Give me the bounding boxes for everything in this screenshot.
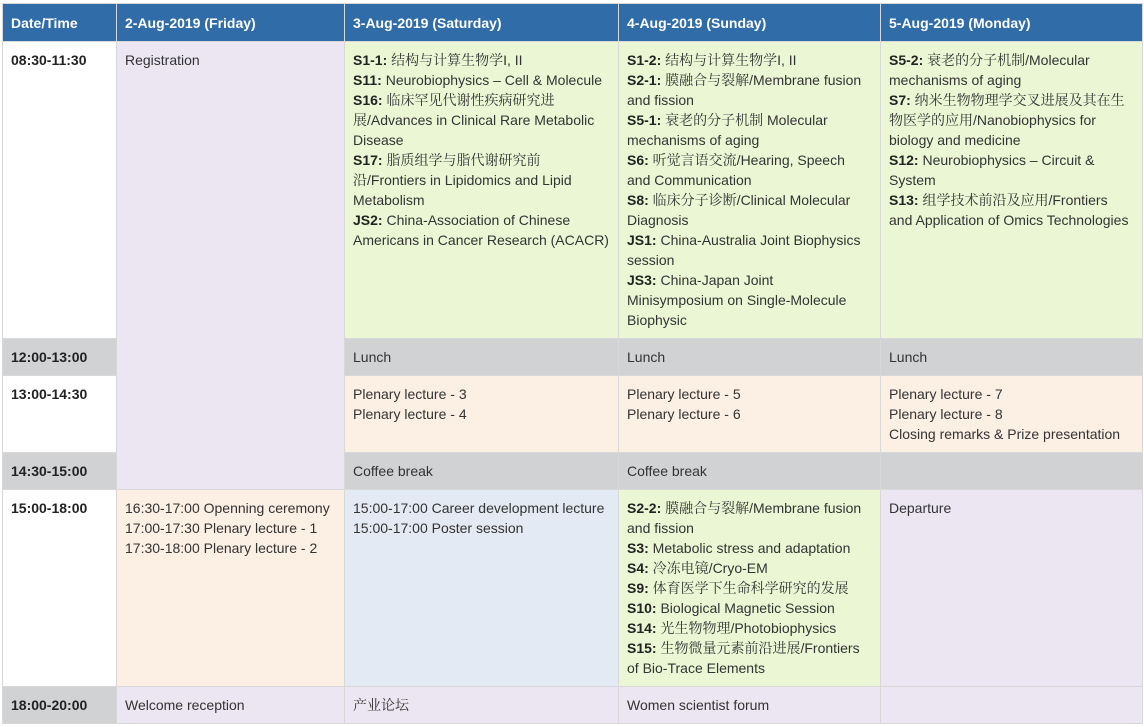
list-item: Plenary lecture - 3 <box>353 386 467 402</box>
lecture-list <box>619 376 881 453</box>
session-code: S17: <box>353 152 383 168</box>
session-code: S1-1: <box>353 52 388 68</box>
session-item <box>627 598 872 618</box>
list-item: 15:00-17:00 Poster session <box>353 520 524 536</box>
ceremony-list <box>117 490 345 687</box>
session-title: 结构与计算生物学I, II <box>661 52 797 68</box>
session-title: 膜融合与裂解/Membrane fusion and fission <box>627 72 862 108</box>
session-item <box>889 50 1134 90</box>
session-title: 生物微量元素前沿进展/Frontiers of Bio-Trace Elements <box>627 640 860 676</box>
session-item <box>627 270 872 330</box>
empty-cell <box>881 687 1143 724</box>
session-code: S3: <box>627 540 649 556</box>
header-friday: 2-Aug-2019 (Friday) <box>117 4 345 42</box>
time-cell: 18:00-20:00 <box>3 687 117 724</box>
session-code: S12: <box>889 152 919 168</box>
header-monday: 5-Aug-2019 (Monday) <box>881 4 1143 42</box>
forum-cell: 产业论坛 <box>345 687 619 724</box>
reception-cell: Welcome reception <box>117 687 345 724</box>
departure-cell: Departure <box>881 490 1143 687</box>
session-item <box>627 498 872 538</box>
session-code: S15: <box>627 640 657 656</box>
session-code: S9: <box>627 580 649 596</box>
list-item: 15:00-17:00 Career development lecture <box>353 500 605 516</box>
session-code: S7: <box>889 92 911 108</box>
session-code: S1-2: <box>627 52 662 68</box>
lecture-list <box>881 376 1143 453</box>
session-item <box>627 190 872 230</box>
session-item <box>627 70 872 110</box>
table-row <box>3 490 1143 687</box>
list-item: Plenary lecture - 4 <box>353 406 467 422</box>
session-title: Neurobiophysics – Circuit & System <box>889 152 1095 188</box>
session-title: 临床罕见代谢性疾病研究进展/Advances in Clinical Rare Metabolic Disease <box>353 92 595 148</box>
lunch-cell: Lunch <box>345 339 619 376</box>
session-item <box>627 578 872 598</box>
list-item: 17:00-17:30 Plenary lecture - 1 <box>125 520 318 536</box>
session-title: 光生物物理/Photobiophysics <box>656 620 837 636</box>
session-code: JS2: <box>353 212 383 228</box>
session-code: S14: <box>627 620 657 636</box>
list-item: Closing remarks & Prize presentation <box>889 426 1121 442</box>
header-saturday: 3-Aug-2019 (Saturday) <box>345 4 619 42</box>
session-item <box>627 50 872 70</box>
session-item <box>627 110 872 150</box>
session-code: S11: <box>353 72 382 88</box>
registration-cell: Registration <box>117 42 345 490</box>
lecture-list <box>345 490 619 687</box>
time-cell: 13:00-14:30 <box>3 376 117 453</box>
session-title: China-Australia Joint Biophysics session <box>627 232 861 268</box>
coffee-break-cell: Coffee break <box>345 453 619 490</box>
session-code: S5-1: <box>627 112 662 128</box>
session-code: JS1: <box>627 232 657 248</box>
session-title: China-Association of Chinese Americans in Cancer Research (ACACR) <box>353 212 609 248</box>
session-code: S4: <box>627 560 649 576</box>
session-code: S2-2: <box>627 500 662 516</box>
session-item <box>889 150 1134 190</box>
time-cell: 15:00-18:00 <box>3 490 117 687</box>
session-item <box>353 70 610 90</box>
session-item <box>627 618 872 638</box>
session-code: S2-1: <box>627 72 662 88</box>
session-title: 衰老的分子机制 Molecular mechanisms of aging <box>627 112 828 148</box>
lunch-cell: Lunch <box>881 339 1143 376</box>
session-title: Neurobiophysics – Cell & Molecule <box>381 72 603 88</box>
time-cell: 14:30-15:00 <box>3 453 117 490</box>
session-list <box>619 42 881 339</box>
session-title: 脂质组学与脂代谢研究前沿/Frontiers in Lipidomics and Lipid Metabolism <box>353 152 572 208</box>
time-cell: 12:00-13:00 <box>3 339 117 376</box>
session-item <box>353 50 610 70</box>
session-title: Metabolic stress and adaptation <box>648 540 851 556</box>
session-item <box>889 190 1134 230</box>
table-row <box>3 687 1143 724</box>
session-item <box>353 210 610 250</box>
header-sunday: 4-Aug-2019 (Sunday) <box>619 4 881 42</box>
session-code: S13: <box>889 192 919 208</box>
session-title: 体育医学下生命科学研究的发展 <box>648 580 849 596</box>
session-list <box>345 42 619 339</box>
session-title: 临床分子诊断/Clinical Molecular Diagnosis <box>627 192 851 228</box>
session-title: China-Japan Joint Minisymposium on Single-Molecule Biophysic <box>627 272 847 328</box>
coffee-break-cell: Coffee break <box>619 453 881 490</box>
session-title: 衰老的分子机制/Molecular mechanisms of aging <box>889 52 1090 88</box>
list-item: Plenary lecture - 7 <box>889 386 1003 402</box>
lecture-list <box>345 376 619 453</box>
table-row <box>3 42 1143 339</box>
session-item <box>627 638 872 678</box>
list-item: 16:30-17:00 Openning ceremony <box>125 500 330 516</box>
session-title: 听觉言语交流/Hearing, Speech and Communication <box>627 152 845 188</box>
session-item <box>627 558 872 578</box>
session-code: JS3: <box>627 272 657 288</box>
session-item <box>627 150 872 190</box>
session-title: 膜融合与裂解/Membrane fusion and fission <box>627 500 862 536</box>
list-item: Plenary lecture - 8 <box>889 406 1003 422</box>
session-code: S5-2: <box>889 52 924 68</box>
header-row <box>3 4 1143 42</box>
time-cell: 08:30-11:30 <box>3 42 117 339</box>
list-item: 17:30-18:00 Plenary lecture - 2 <box>125 540 318 556</box>
empty-cell <box>881 453 1143 490</box>
session-item <box>353 90 610 150</box>
list-item: Plenary lecture - 5 <box>627 386 741 402</box>
forum-cell: Women scientist forum <box>619 687 881 724</box>
schedule-table <box>2 3 1143 724</box>
session-list <box>881 42 1143 339</box>
session-item <box>627 230 872 270</box>
session-title: 冷冻电镜/Cryo-EM <box>648 560 768 576</box>
session-item <box>889 90 1134 150</box>
session-code: S8: <box>627 192 649 208</box>
session-code: S16: <box>353 92 383 108</box>
session-item <box>627 538 872 558</box>
lunch-cell: Lunch <box>619 339 881 376</box>
session-code: S10: <box>627 600 657 616</box>
session-code: S6: <box>627 152 649 168</box>
session-item <box>353 150 610 210</box>
session-list <box>619 490 881 687</box>
session-title: 组学技术前沿及应用/Frontiers and Application of Omics Technologies <box>889 192 1129 228</box>
session-title: 纳米生物物理学交叉进展及其在生物医学的应用/Nanobiophysics for biology and medicine <box>889 92 1125 148</box>
header-date-time: Date/Time <box>3 4 117 42</box>
list-item: Plenary lecture - 6 <box>627 406 741 422</box>
session-title: 结构与计算生物学I, II <box>387 52 523 68</box>
session-title: Biological Magnetic Session <box>656 600 835 616</box>
